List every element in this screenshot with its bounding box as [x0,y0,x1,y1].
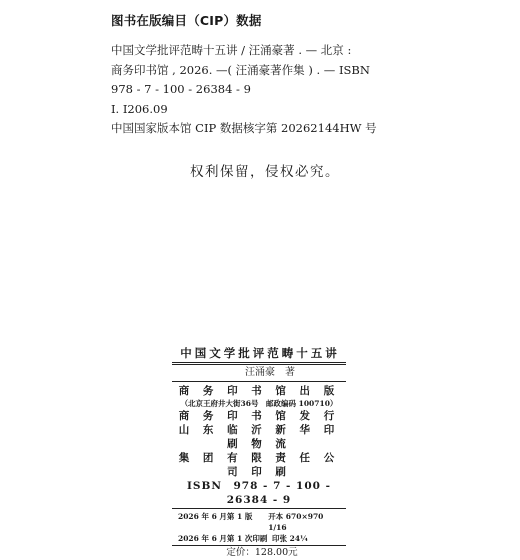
cip-line-approval-number: 中国国家版本馆 CIP 数据核字第 20262144HW 号 [111,121,377,135]
author-line: 汪涌豪 著 [245,367,295,378]
cip-line-isbn: 978 - 7 - 100 - 26384 - 9 [111,82,251,96]
rights-notice: 权利保留，侵权必究。 [190,164,340,180]
edition-row [178,511,346,533]
isbn-line: ISBN 978 - 7 - 100 - 26384 - 9 [187,480,331,506]
price: 定价：128.00元 [226,547,298,558]
printing-row [178,533,346,544]
distributor-line: 商 务 印 书 馆 发 行 [178,410,340,422]
printer-line-1: 山 东 临 沂 新 华 印 刷 物 流 [178,424,340,450]
publisher-address: （北京王府井大街36号 邮政编码 100710） [180,399,338,408]
cip-line-title: 中国文学批评范畴十五讲 / 汪涌豪著 . — 北京 : [111,43,352,57]
cip-line-publisher: 商务印书馆 , 2026. —( 汪涌豪著作集 ) . — ISBN [111,62,370,77]
colophon [172,362,346,560]
cip-line-classification: Ⅰ. I206.09 [111,101,168,116]
publisher-line: 商 务 印 书 馆 出 版 [178,385,340,397]
book-title: 中国文学批评范畴十五讲 [180,346,340,360]
publication-block [172,382,346,508]
cip-heading: 图书在版编目（CIP）数据 [111,13,262,28]
printing-details [172,509,346,545]
cip-record [111,41,411,139]
edition: 2026 年 6 月第 1 版 [178,512,253,521]
format: 开本 670×970 1/16 [268,512,331,532]
sheets: 印张 24¼ [272,534,308,543]
printing: 2026 年 6 月第 1 次印刷 [178,534,268,543]
printer-line-2: 集 团 有 限 责 任 公 司 印 刷 [178,452,340,478]
